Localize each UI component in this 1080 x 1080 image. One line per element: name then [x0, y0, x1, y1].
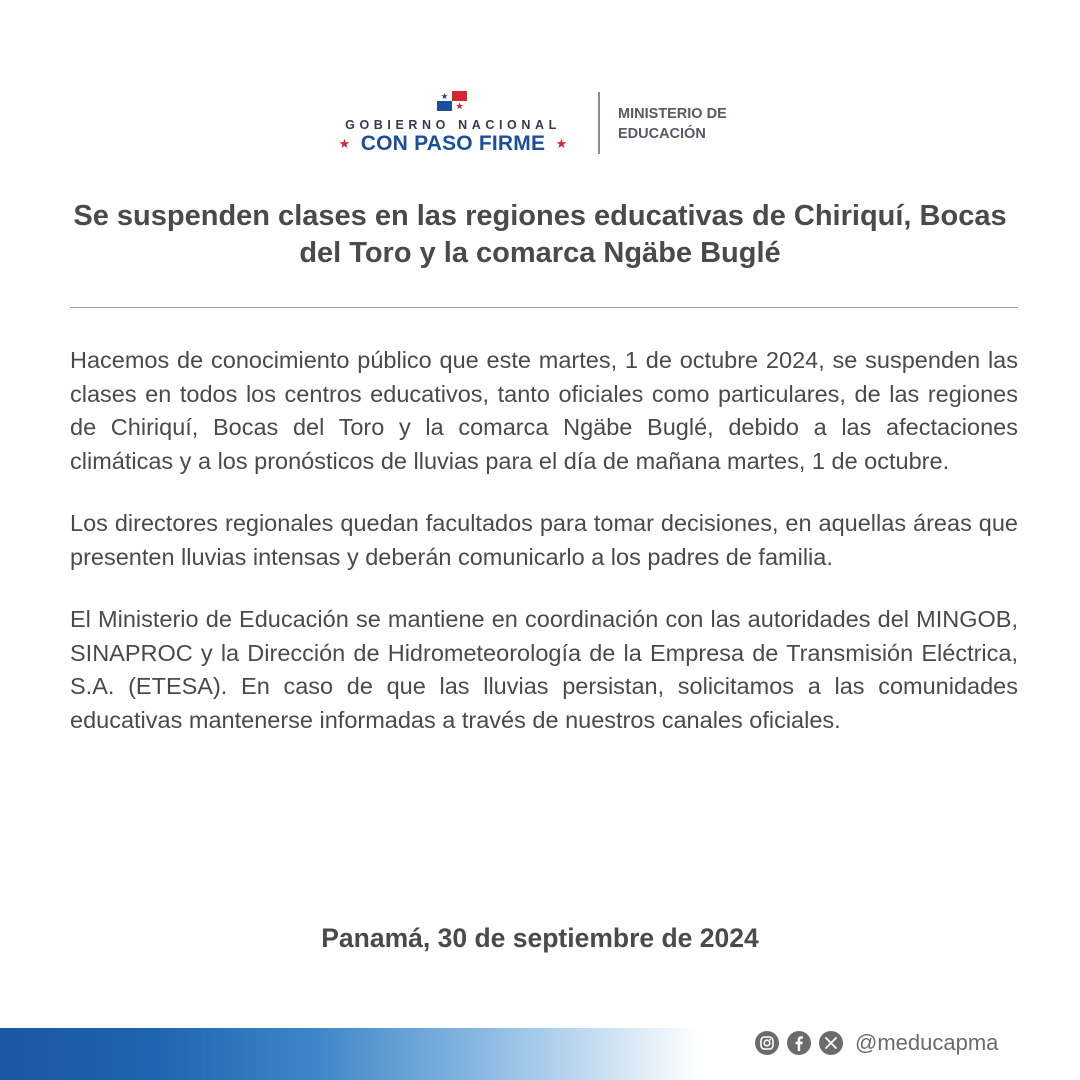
body-paragraph-1: Hacemos de conocimiento público que este martes, 1 de octubre 2024, se suspenden las clases en todos los centros educativos, tanto oficiales como particulares, de las regiones de Chiriquí, Bocas del Toro y la comarca Ngäbe Buglé, debido a las afectaciones climáticas y a los pronósticos de lluvias para el día de mañana martes, 1 de octubre.	[70, 347, 1018, 474]
ministry-line1: MINISTERIO DE	[618, 106, 727, 122]
instagram-icon[interactable]	[755, 1031, 779, 1055]
social-links	[755, 1030, 998, 1056]
panama-flag-icon	[437, 91, 467, 111]
star-icon: ★	[555, 136, 568, 151]
slogan-line	[322, 132, 584, 156]
gobierno-nacional-text: GOBIERNO NACIONAL	[345, 118, 561, 132]
footer-gradient-bar	[0, 1028, 700, 1080]
place-date-signoff: Panamá, 30 de septiembre de 2024	[321, 923, 759, 953]
slogan-text: CON PASO FIRME	[360, 132, 546, 155]
ministry-line2: EDUCACIÓN	[618, 126, 706, 142]
body-paragraph-3: El Ministerio de Educación se mantiene en coordinación con las autoridades del MINGOB, SINAPROC y la Dirección de Hidrometeorología de la Empresa de Transmisión Eléctrica, S.A. (ETESA). En caso de que las lluvias persistan, solicitamos a las comunidades educativas mantenerse informadas a través de nuestros canales oficiales.	[70, 606, 1018, 733]
body-paragraph-2: Los directores regionales quedan facultados para tomar decisiones, en aquellas áreas que presenten lluvias intensas y deberán comunicarlo a los padres de familia.	[70, 510, 1018, 570]
title-divider	[70, 307, 1018, 308]
header-divider	[598, 92, 600, 154]
facebook-icon[interactable]	[787, 1031, 811, 1055]
x-icon[interactable]	[819, 1031, 843, 1055]
header	[0, 88, 1080, 160]
gobierno-nacional-logo	[322, 88, 584, 160]
announcement-title: Se suspenden clases en las regiones educativas de Chiriquí, Bocas del Toro y la comarca Ngäbe Buglé	[73, 200, 1007, 269]
ministerio-logo	[618, 104, 778, 144]
announcement-body	[70, 344, 1018, 766]
social-handle[interactable]: @meducapma	[855, 1030, 999, 1055]
star-icon: ★	[338, 136, 351, 151]
